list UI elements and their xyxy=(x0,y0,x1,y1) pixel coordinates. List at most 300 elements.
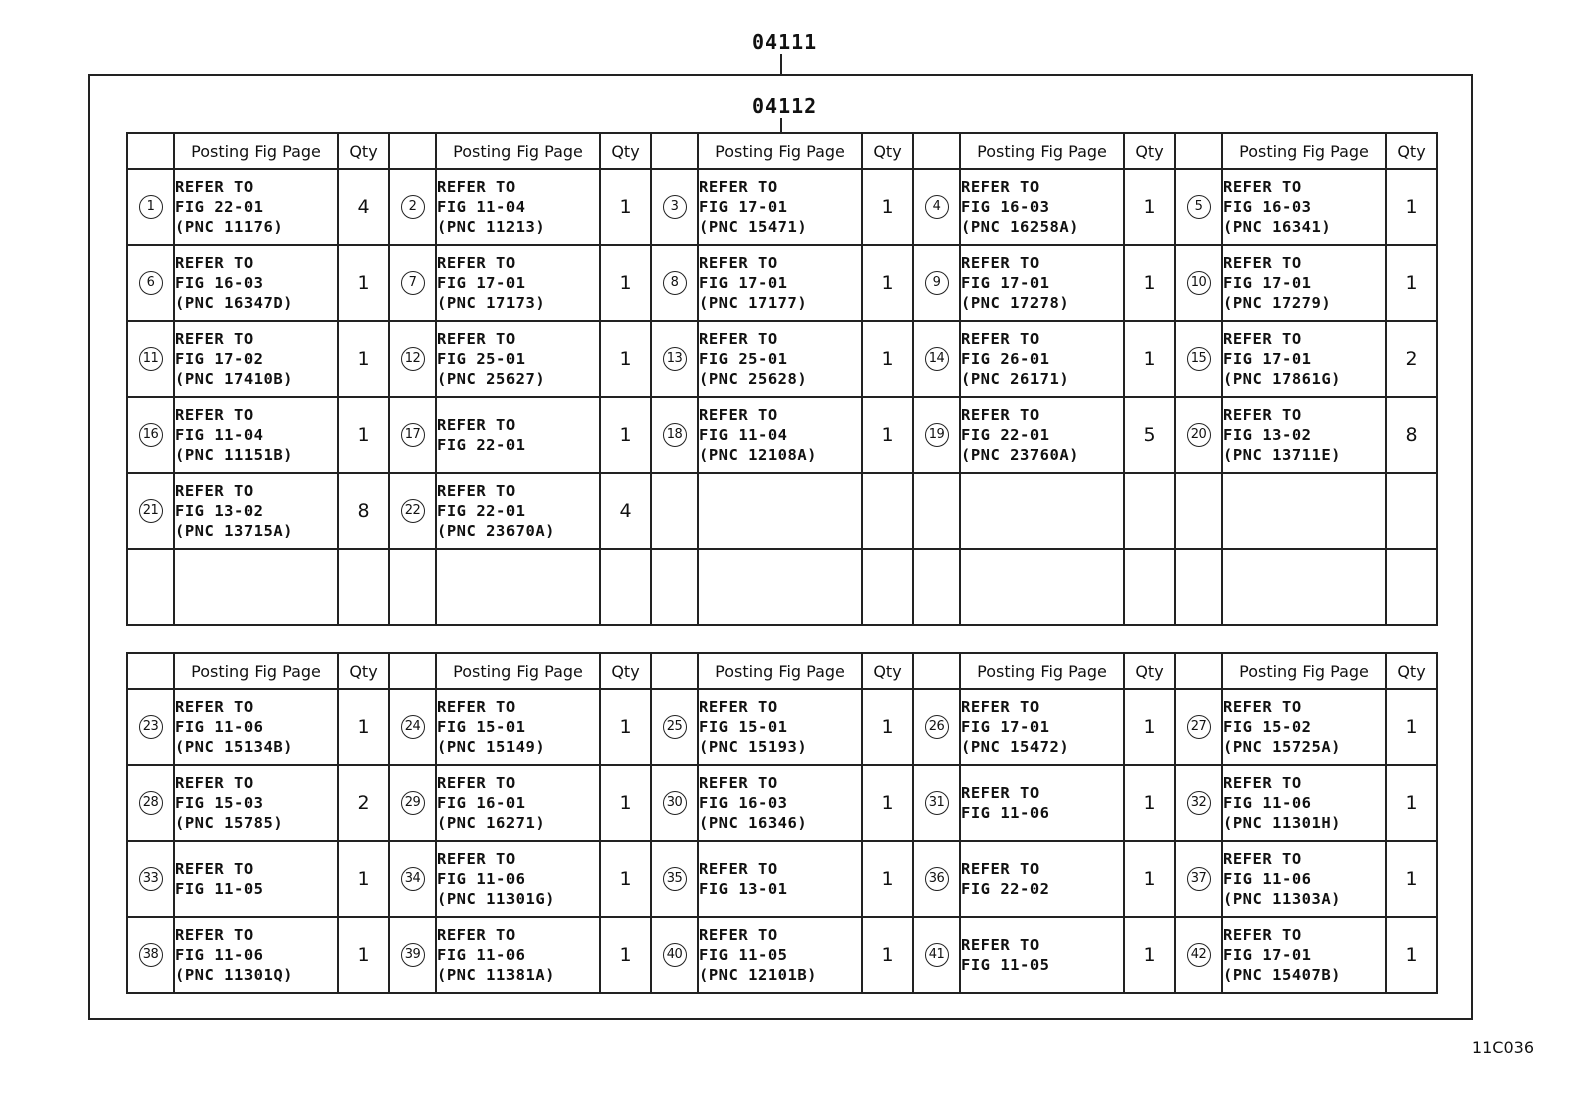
ref-line: (PNC 16341) xyxy=(1223,218,1332,236)
item-number-cell xyxy=(913,321,960,397)
posting-fig-ref-cell xyxy=(436,169,600,245)
qty-cell: 1 xyxy=(1386,689,1437,765)
ref-line: (PNC 13715A) xyxy=(175,522,293,540)
qty-cell: 2 xyxy=(338,765,389,841)
item-number-badge: 33 xyxy=(139,867,163,891)
ref-line: FIG 25-01 xyxy=(699,350,788,368)
ref-line: (PNC 15193) xyxy=(699,738,808,756)
item-number-cell xyxy=(913,397,960,473)
posting-fig-ref-cell xyxy=(174,473,338,549)
item-number-cell xyxy=(913,245,960,321)
item-number-cell xyxy=(389,245,436,321)
table-row xyxy=(127,917,1437,993)
header-blank xyxy=(389,133,436,169)
ref-line: REFER TO xyxy=(1223,926,1302,944)
qty-cell xyxy=(862,473,913,549)
posting-fig-ref-cell xyxy=(698,765,862,841)
posting-fig-ref-cell xyxy=(960,473,1124,549)
item-number-badge: 29 xyxy=(401,791,425,815)
header-posting-fig-page: Posting Fig Page xyxy=(174,133,338,169)
posting-fig-ref-cell xyxy=(174,397,338,473)
qty-cell xyxy=(1386,549,1437,625)
ref-line: REFER TO xyxy=(961,784,1040,802)
posting-fig-ref-cell xyxy=(698,841,862,917)
item-number-badge: 14 xyxy=(925,347,949,371)
qty-cell: 1 xyxy=(600,397,651,473)
item-number-cell xyxy=(651,397,698,473)
ref-line: REFER TO xyxy=(699,698,778,716)
ref-line: (PNC 17173) xyxy=(437,294,546,312)
ref-line: REFER TO xyxy=(437,330,516,348)
qty-cell: 1 xyxy=(862,841,913,917)
header-blank xyxy=(913,133,960,169)
assembly-label-inner: 04112 xyxy=(752,94,818,118)
posting-fig-ref-cell xyxy=(1222,549,1386,625)
assembly-label-outer: 04111 xyxy=(752,30,818,54)
ref-line: (PNC 16347D) xyxy=(175,294,293,312)
item-number-badge: 5 xyxy=(1187,195,1211,219)
item-number-badge: 25 xyxy=(663,715,687,739)
header-qty: Qty xyxy=(1386,133,1437,169)
item-number-cell xyxy=(127,917,174,993)
qty-cell: 1 xyxy=(862,245,913,321)
ref-line: (PNC 23670A) xyxy=(437,522,555,540)
header-posting-fig-page: Posting Fig Page xyxy=(436,133,600,169)
item-number-badge: 11 xyxy=(139,347,163,371)
ref-line: FIG 17-01 xyxy=(437,274,526,292)
ref-line: REFER TO xyxy=(437,698,516,716)
header-blank xyxy=(651,653,698,689)
qty-cell: 1 xyxy=(1124,245,1175,321)
ref-line: FIG 15-01 xyxy=(437,718,526,736)
item-number-cell xyxy=(389,473,436,549)
item-number-cell xyxy=(389,765,436,841)
header-posting-fig-page: Posting Fig Page xyxy=(1222,653,1386,689)
ref-line: (PNC 17177) xyxy=(699,294,808,312)
posting-fig-ref-cell xyxy=(1222,917,1386,993)
ref-line: REFER TO xyxy=(175,926,254,944)
item-number-badge: 38 xyxy=(139,943,163,967)
ref-line: REFER TO xyxy=(699,860,778,878)
header-posting-fig-page: Posting Fig Page xyxy=(698,133,862,169)
ref-line: FIG 25-01 xyxy=(437,350,526,368)
qty-cell: 1 xyxy=(1124,321,1175,397)
item-number-cell xyxy=(1175,689,1222,765)
header-posting-fig-page: Posting Fig Page xyxy=(436,653,600,689)
ref-line: REFER TO xyxy=(175,178,254,196)
posting-fig-ref-cell xyxy=(960,841,1124,917)
ref-line: (PNC 12101B) xyxy=(699,966,817,984)
ref-line: FIG 16-01 xyxy=(437,794,526,812)
ref-line: REFER TO xyxy=(961,860,1040,878)
ref-line: FIG 15-02 xyxy=(1223,718,1312,736)
header-qty: Qty xyxy=(862,133,913,169)
header-qty: Qty xyxy=(600,653,651,689)
posting-fig-ref-cell xyxy=(698,321,862,397)
posting-fig-ref-cell xyxy=(960,245,1124,321)
header-blank xyxy=(651,133,698,169)
qty-cell: 1 xyxy=(338,917,389,993)
posting-fig-ref-cell xyxy=(960,397,1124,473)
item-number-badge: 22 xyxy=(401,499,425,523)
header-qty: Qty xyxy=(1124,133,1175,169)
header-blank xyxy=(127,653,174,689)
item-number-badge: 15 xyxy=(1187,347,1211,371)
posting-fig-ref-cell xyxy=(698,689,862,765)
item-number-cell xyxy=(651,245,698,321)
ref-line: FIG 16-03 xyxy=(1223,198,1312,216)
posting-fig-ref-cell xyxy=(1222,245,1386,321)
header-posting-fig-page: Posting Fig Page xyxy=(960,653,1124,689)
item-number-cell xyxy=(127,689,174,765)
qty-cell: 1 xyxy=(600,245,651,321)
item-number-badge: 35 xyxy=(663,867,687,891)
ref-line: FIG 16-03 xyxy=(175,274,264,292)
item-number-cell xyxy=(127,549,174,625)
ref-line: FIG 22-01 xyxy=(175,198,264,216)
ref-line: (PNC 16346) xyxy=(699,814,808,832)
posting-fig-ref-cell xyxy=(436,397,600,473)
ref-line: REFER TO xyxy=(175,330,254,348)
qty-cell: 1 xyxy=(338,245,389,321)
item-number-badge: 41 xyxy=(925,943,949,967)
item-number-badge: 19 xyxy=(925,423,949,447)
ref-line: FIG 17-02 xyxy=(175,350,264,368)
item-number-badge: 37 xyxy=(1187,867,1211,891)
qty-cell: 1 xyxy=(338,689,389,765)
posting-fig-ref-cell xyxy=(960,549,1124,625)
ref-line: FIG 17-01 xyxy=(1223,350,1312,368)
header-qty: Qty xyxy=(338,653,389,689)
qty-cell: 1 xyxy=(600,765,651,841)
qty-cell: 1 xyxy=(1124,841,1175,917)
ref-line: REFER TO xyxy=(1223,774,1302,792)
item-number-badge: 17 xyxy=(401,423,425,447)
item-number-badge: 18 xyxy=(663,423,687,447)
ref-line: REFER TO xyxy=(437,178,516,196)
item-number-badge: 40 xyxy=(663,943,687,967)
qty-cell: 1 xyxy=(338,397,389,473)
qty-cell xyxy=(862,549,913,625)
ref-line: (PNC 17279) xyxy=(1223,294,1332,312)
qty-cell: 8 xyxy=(1386,397,1437,473)
posting-fig-ref-cell xyxy=(1222,473,1386,549)
ref-line: (PNC 26171) xyxy=(961,370,1070,388)
qty-cell: 1 xyxy=(1386,169,1437,245)
item-number-badge: 36 xyxy=(925,867,949,891)
item-number-badge: 32 xyxy=(1187,791,1211,815)
ref-line: (PNC 12108A) xyxy=(699,446,817,464)
ref-line: FIG 17-01 xyxy=(1223,274,1312,292)
item-number-cell xyxy=(389,321,436,397)
ref-line: (PNC 11213) xyxy=(437,218,546,236)
ref-line: REFER TO xyxy=(961,178,1040,196)
item-number-cell xyxy=(389,841,436,917)
item-number-badge: 4 xyxy=(925,195,949,219)
ref-line: FIG 11-04 xyxy=(175,426,264,444)
parts-table-1 xyxy=(126,132,1438,626)
ref-line: REFER TO xyxy=(437,416,516,434)
ref-line: REFER TO xyxy=(1223,850,1302,868)
ref-line: FIG 11-05 xyxy=(961,956,1050,974)
qty-cell: 1 xyxy=(862,765,913,841)
ref-line: (PNC 13711E) xyxy=(1223,446,1341,464)
posting-fig-ref-cell xyxy=(960,169,1124,245)
ref-line: FIG 16-03 xyxy=(961,198,1050,216)
ref-line: REFER TO xyxy=(699,926,778,944)
ref-line: REFER TO xyxy=(961,254,1040,272)
qty-cell: 1 xyxy=(862,169,913,245)
item-number-cell xyxy=(1175,321,1222,397)
header-posting-fig-page: Posting Fig Page xyxy=(698,653,862,689)
ref-line: (PNC 15134B) xyxy=(175,738,293,756)
posting-fig-ref-cell xyxy=(436,549,600,625)
qty-cell: 4 xyxy=(338,169,389,245)
ref-line: REFER TO xyxy=(175,774,254,792)
ref-line: (PNC 11151B) xyxy=(175,446,293,464)
item-number-cell xyxy=(389,689,436,765)
posting-fig-ref-cell xyxy=(960,321,1124,397)
ref-line: FIG 11-04 xyxy=(699,426,788,444)
ref-line: REFER TO xyxy=(961,698,1040,716)
qty-cell: 8 xyxy=(338,473,389,549)
item-number-cell xyxy=(389,917,436,993)
diagram-id: 11C036 xyxy=(1471,1038,1534,1057)
item-number-cell xyxy=(651,689,698,765)
ref-line: REFER TO xyxy=(175,406,254,424)
item-number-badge: 1 xyxy=(139,195,163,219)
posting-fig-ref-cell xyxy=(436,917,600,993)
item-number-badge: 16 xyxy=(139,423,163,447)
posting-fig-ref-cell xyxy=(960,765,1124,841)
ref-line: FIG 11-05 xyxy=(699,946,788,964)
ref-line: (PNC 23760A) xyxy=(961,446,1079,464)
item-number-badge: 13 xyxy=(663,347,687,371)
table-row xyxy=(127,765,1437,841)
header-posting-fig-page: Posting Fig Page xyxy=(1222,133,1386,169)
ref-line: FIG 15-01 xyxy=(699,718,788,736)
qty-cell: 1 xyxy=(1386,765,1437,841)
item-number-cell xyxy=(913,473,960,549)
ref-line: FIG 11-06 xyxy=(437,946,526,964)
ref-line: (PNC 11301G) xyxy=(437,890,555,908)
qty-cell: 1 xyxy=(600,917,651,993)
ref-line: (PNC 15725A) xyxy=(1223,738,1341,756)
qty-cell: 1 xyxy=(1386,841,1437,917)
ref-line: REFER TO xyxy=(699,178,778,196)
item-number-cell xyxy=(389,549,436,625)
ref-line: REFER TO xyxy=(699,254,778,272)
posting-fig-ref-cell xyxy=(174,841,338,917)
ref-line: REFER TO xyxy=(1223,330,1302,348)
item-number-badge: 9 xyxy=(925,271,949,295)
item-number-badge: 8 xyxy=(663,271,687,295)
table-row xyxy=(127,549,1437,625)
posting-fig-ref-cell xyxy=(436,765,600,841)
item-number-badge: 6 xyxy=(139,271,163,295)
item-number-cell xyxy=(127,169,174,245)
qty-cell: 1 xyxy=(1124,765,1175,841)
ref-line: (PNC 11301H) xyxy=(1223,814,1341,832)
qty-cell xyxy=(1124,473,1175,549)
item-number-cell xyxy=(913,841,960,917)
posting-fig-ref-cell xyxy=(698,549,862,625)
item-number-badge: 3 xyxy=(663,195,687,219)
ref-line: FIG 11-04 xyxy=(437,198,526,216)
ref-line: FIG 17-01 xyxy=(961,274,1050,292)
qty-cell: 1 xyxy=(338,321,389,397)
posting-fig-ref-cell xyxy=(174,169,338,245)
item-number-cell xyxy=(913,917,960,993)
ref-line: (PNC 15785) xyxy=(175,814,284,832)
qty-cell: 5 xyxy=(1124,397,1175,473)
posting-fig-ref-cell xyxy=(174,689,338,765)
item-number-cell xyxy=(913,689,960,765)
ref-line: REFER TO xyxy=(1223,698,1302,716)
ref-line: REFER TO xyxy=(437,774,516,792)
ref-line: REFER TO xyxy=(961,406,1040,424)
item-number-cell xyxy=(127,245,174,321)
item-number-cell xyxy=(1175,245,1222,321)
posting-fig-ref-cell xyxy=(698,917,862,993)
qty-cell: 1 xyxy=(1124,169,1175,245)
item-number-cell xyxy=(651,765,698,841)
ref-line: REFER TO xyxy=(175,482,254,500)
ref-line: REFER TO xyxy=(175,860,254,878)
item-number-cell xyxy=(1175,473,1222,549)
item-number-cell xyxy=(913,169,960,245)
posting-fig-ref-cell xyxy=(1222,689,1386,765)
posting-fig-ref-cell xyxy=(698,397,862,473)
header-row xyxy=(127,653,1437,689)
posting-fig-ref-cell xyxy=(1222,397,1386,473)
header-qty: Qty xyxy=(862,653,913,689)
ref-line: FIG 17-01 xyxy=(699,274,788,292)
ref-line: FIG 16-03 xyxy=(699,794,788,812)
qty-cell: 4 xyxy=(600,473,651,549)
ref-line: FIG 11-06 xyxy=(437,870,526,888)
leader-line-outer xyxy=(780,54,782,74)
posting-fig-ref-cell xyxy=(960,917,1124,993)
item-number-cell xyxy=(127,765,174,841)
posting-fig-ref-cell xyxy=(174,245,338,321)
qty-cell xyxy=(1124,549,1175,625)
item-number-badge: 24 xyxy=(401,715,425,739)
ref-line: (PNC 16271) xyxy=(437,814,546,832)
ref-line: (PNC 11381A) xyxy=(437,966,555,984)
ref-line: FIG 11-06 xyxy=(175,946,264,964)
ref-line: (PNC 15407B) xyxy=(1223,966,1341,984)
header-blank xyxy=(913,653,960,689)
qty-cell: 1 xyxy=(600,841,651,917)
item-number-badge: 26 xyxy=(925,715,949,739)
ref-line: (PNC 11301Q) xyxy=(175,966,293,984)
ref-line: REFER TO xyxy=(961,330,1040,348)
posting-fig-ref-cell xyxy=(174,765,338,841)
ref-line: FIG 15-03 xyxy=(175,794,264,812)
ref-line: FIG 13-02 xyxy=(1223,426,1312,444)
qty-cell: 1 xyxy=(1124,689,1175,765)
item-number-cell xyxy=(389,169,436,245)
item-number-cell xyxy=(127,841,174,917)
ref-line: REFER TO xyxy=(175,698,254,716)
table-row xyxy=(127,689,1437,765)
ref-line: FIG 17-01 xyxy=(1223,946,1312,964)
qty-cell: 1 xyxy=(862,917,913,993)
posting-fig-ref-cell xyxy=(1222,321,1386,397)
qty-cell: 1 xyxy=(1124,917,1175,993)
item-number-cell xyxy=(1175,765,1222,841)
item-number-badge: 21 xyxy=(139,499,163,523)
item-number-cell xyxy=(651,841,698,917)
ref-line: (PNC 15471) xyxy=(699,218,808,236)
qty-cell: 1 xyxy=(600,321,651,397)
posting-fig-ref-cell xyxy=(436,321,600,397)
item-number-badge: 7 xyxy=(401,271,425,295)
item-number-badge: 2 xyxy=(401,195,425,219)
ref-line: REFER TO xyxy=(699,774,778,792)
item-number-cell xyxy=(913,765,960,841)
item-number-badge: 34 xyxy=(401,867,425,891)
ref-line: (PNC 17278) xyxy=(961,294,1070,312)
item-number-badge: 20 xyxy=(1187,423,1211,447)
posting-fig-ref-cell xyxy=(698,245,862,321)
posting-fig-ref-cell xyxy=(1222,169,1386,245)
posting-fig-ref-cell xyxy=(174,917,338,993)
ref-line: REFER TO xyxy=(1223,406,1302,424)
ref-line: FIG 11-06 xyxy=(961,804,1050,822)
item-number-badge: 31 xyxy=(925,791,949,815)
ref-line: REFER TO xyxy=(699,406,778,424)
ref-line: FIG 22-02 xyxy=(961,880,1050,898)
header-qty: Qty xyxy=(1386,653,1437,689)
ref-line: FIG 13-01 xyxy=(699,880,788,898)
qty-cell: 1 xyxy=(600,169,651,245)
leader-line-inner xyxy=(780,118,782,132)
header-posting-fig-page: Posting Fig Page xyxy=(960,133,1124,169)
qty-cell: 1 xyxy=(1386,245,1437,321)
item-number-cell xyxy=(1175,841,1222,917)
table-row xyxy=(127,841,1437,917)
table-row xyxy=(127,245,1437,321)
table-row xyxy=(127,321,1437,397)
item-number-cell xyxy=(127,321,174,397)
ref-line: REFER TO xyxy=(961,936,1040,954)
ref-line: REFER TO xyxy=(1223,254,1302,272)
item-number-cell xyxy=(651,169,698,245)
qty-cell: 1 xyxy=(600,689,651,765)
item-number-badge: 10 xyxy=(1187,271,1211,295)
item-number-cell xyxy=(651,549,698,625)
item-number-badge: 39 xyxy=(401,943,425,967)
ref-line: REFER TO xyxy=(175,254,254,272)
item-number-badge: 30 xyxy=(663,791,687,815)
qty-cell xyxy=(1386,473,1437,549)
ref-line: (PNC 11303A) xyxy=(1223,890,1341,908)
header-qty: Qty xyxy=(1124,653,1175,689)
ref-line: FIG 11-06 xyxy=(1223,794,1312,812)
posting-fig-ref-cell xyxy=(1222,765,1386,841)
ref-line: REFER TO xyxy=(437,254,516,272)
ref-line: FIG 11-06 xyxy=(175,718,264,736)
table-row xyxy=(127,169,1437,245)
ref-line: FIG 11-06 xyxy=(1223,870,1312,888)
item-number-badge: 42 xyxy=(1187,943,1211,967)
ref-line: REFER TO xyxy=(437,482,516,500)
ref-line: FIG 17-01 xyxy=(961,718,1050,736)
item-number-cell xyxy=(651,321,698,397)
header-blank xyxy=(1175,133,1222,169)
